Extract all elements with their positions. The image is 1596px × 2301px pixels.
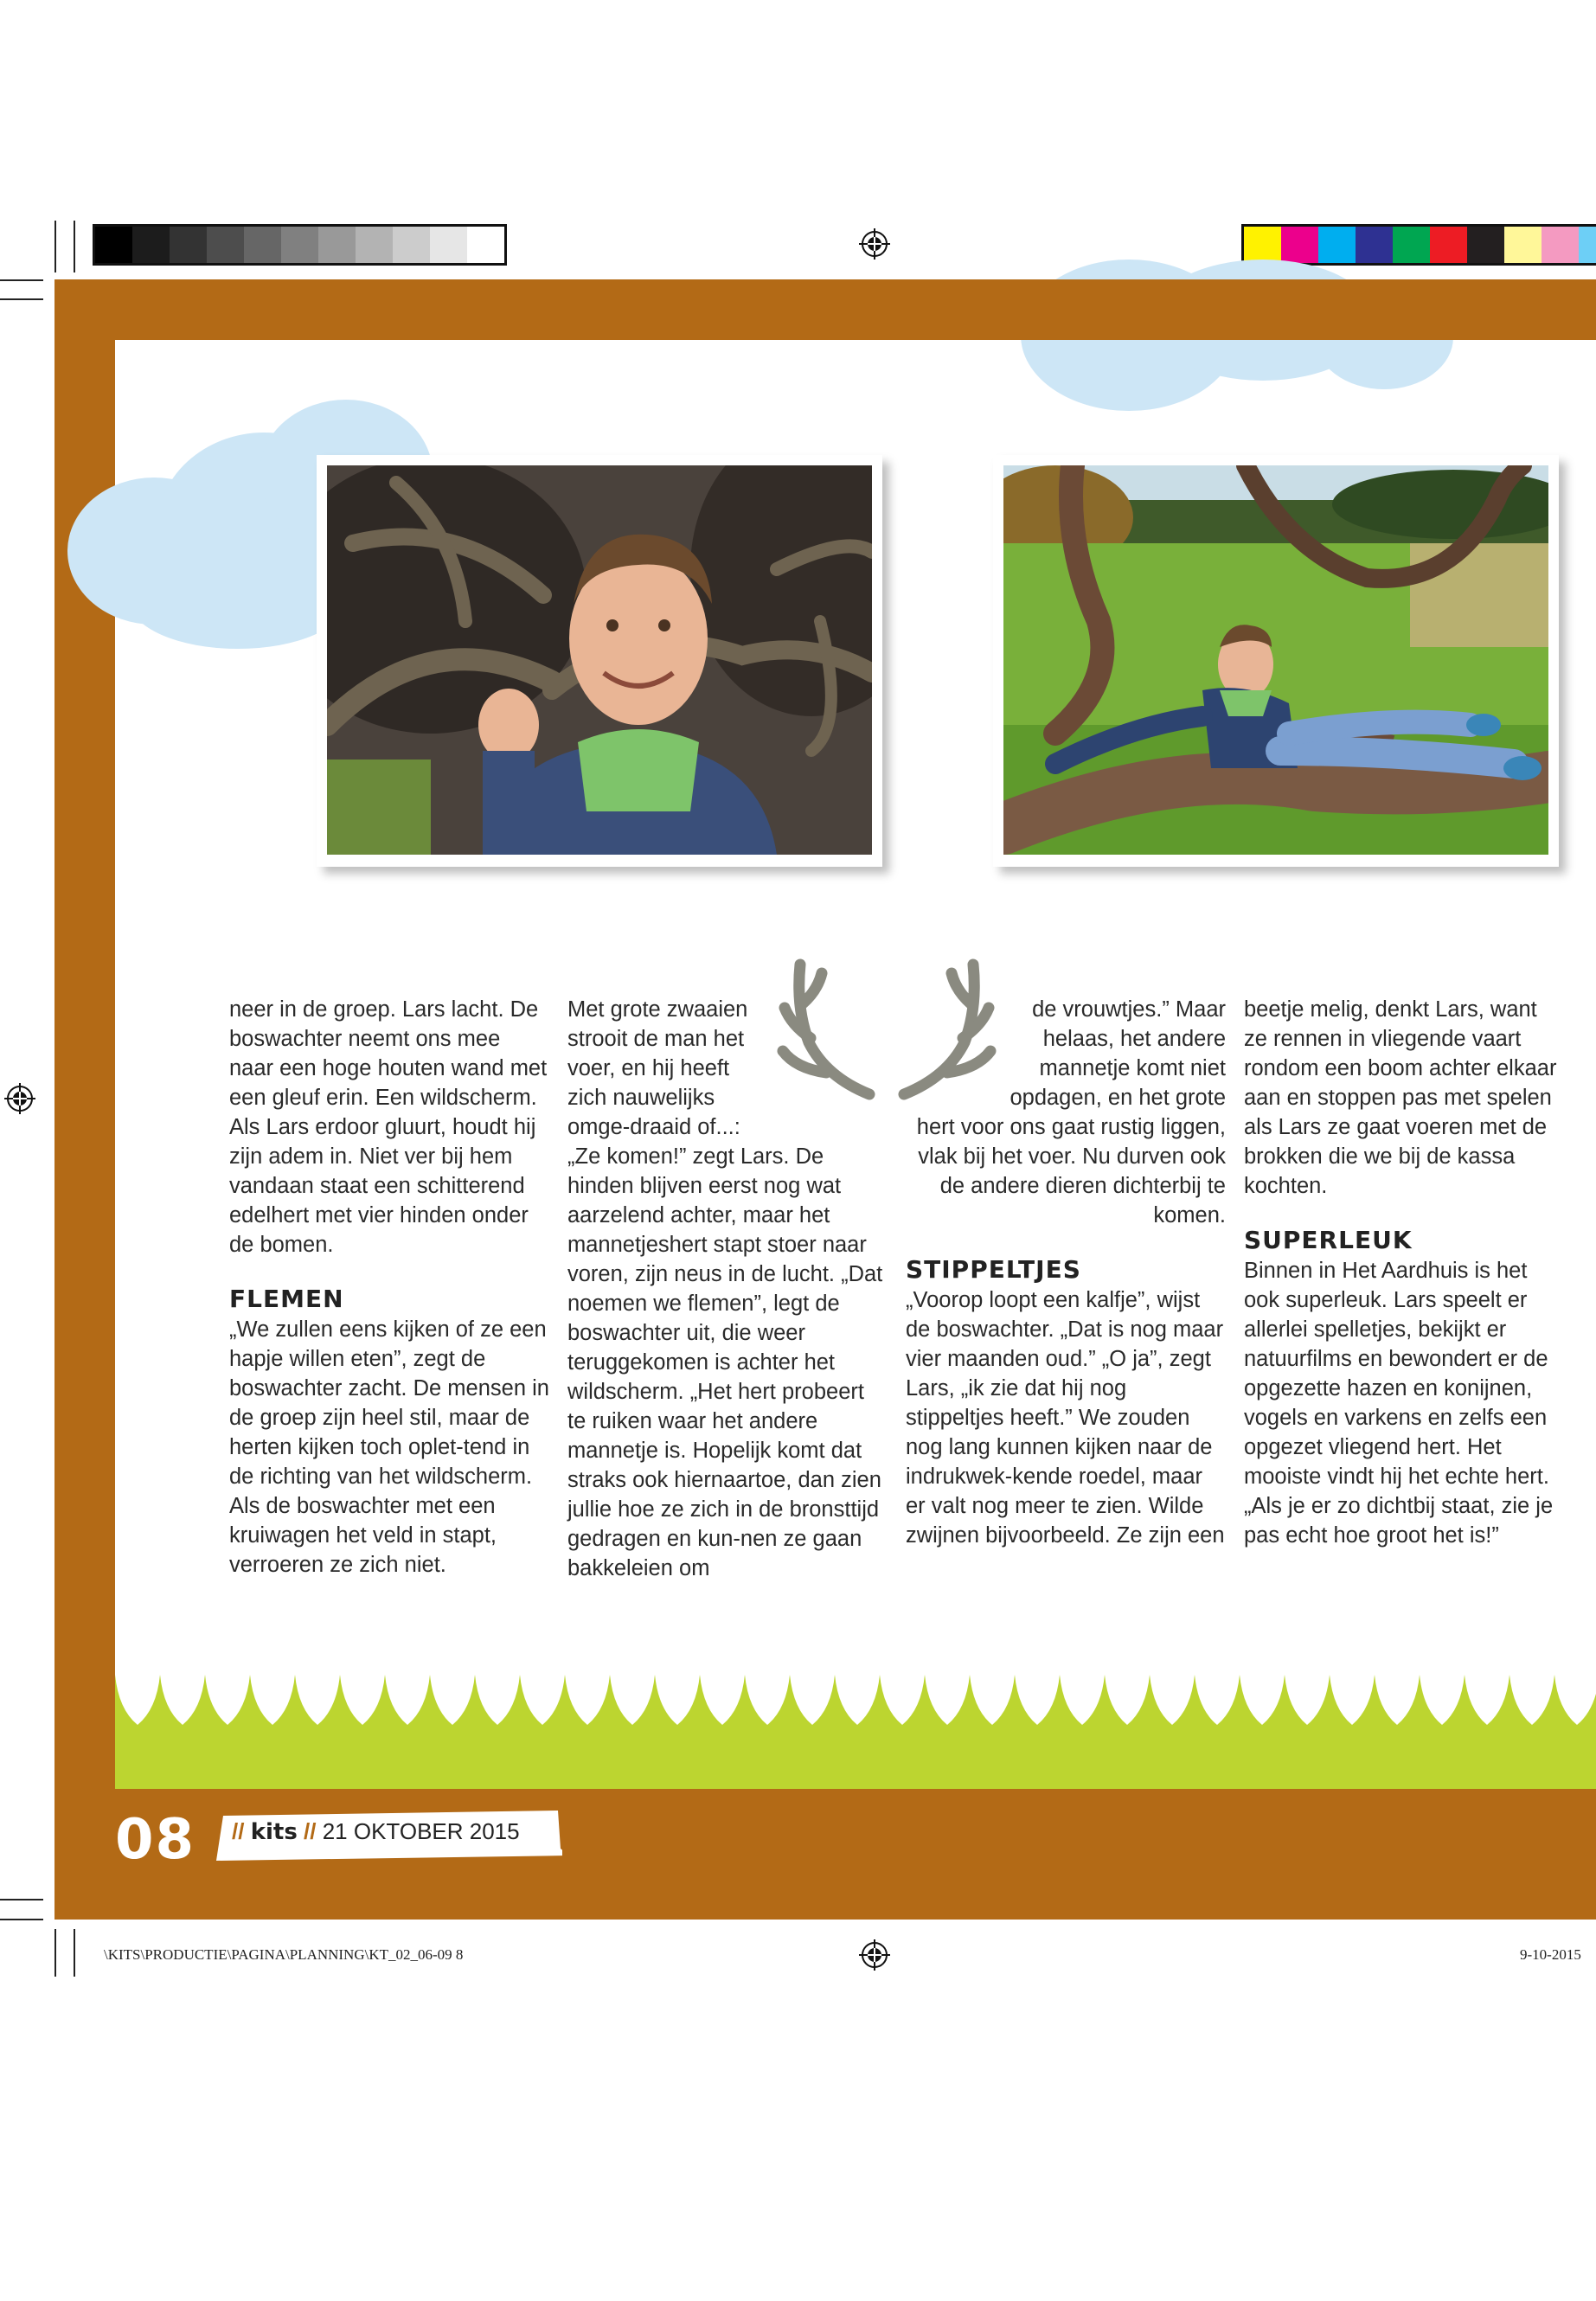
crop-mark bbox=[0, 1899, 43, 1900]
column-3-intro: de vrouwtjes.” Maar helaas, het andere mannetje komt niet opdagen, en het grote hert voor ons gaat rustig liggen, vlak bij het voer. Nu durven ook de andere dieren dichterbij te komen. bbox=[916, 997, 1226, 1227]
scallop bbox=[1509, 1670, 1554, 1725]
column-4-body: Binnen in Het Aardhuis is het ook superleuk. Lars speelt er allerlei spelletjes, bekijkt er natuurfilms en bewondert er de opgezette hazen en konijnen, vogels en varkens en zelfs een opgezet vliegend hert. Het mooiste vindt hij het echte hert. „Als je er zo dichtbij staat, zie je pas echt hoe groot het is!” bbox=[1244, 1259, 1554, 1548]
crop-mark bbox=[54, 1929, 56, 1977]
footer-banner-text bbox=[232, 1818, 520, 1845]
scallop bbox=[700, 1670, 745, 1725]
scallop bbox=[970, 1670, 1015, 1725]
color-swatch bbox=[1244, 227, 1281, 263]
color-swatch bbox=[1393, 227, 1430, 263]
crop-mark bbox=[54, 221, 56, 272]
boy-on-tree-branch-photo bbox=[1003, 465, 1548, 855]
article-column-4 bbox=[1244, 995, 1564, 1550]
scallop bbox=[1375, 1670, 1420, 1725]
scallop bbox=[1060, 1670, 1105, 1725]
color-swatch bbox=[356, 227, 393, 263]
crop-mark bbox=[0, 298, 43, 300]
color-swatch bbox=[430, 227, 467, 263]
grass-scallop-edge bbox=[115, 1670, 1596, 1730]
scallop bbox=[835, 1670, 880, 1725]
registration-mark-icon bbox=[859, 228, 890, 260]
color-swatch bbox=[318, 227, 356, 263]
heading-flemen: FLEMEN bbox=[229, 1285, 344, 1313]
color-swatch bbox=[467, 227, 504, 263]
scallop bbox=[790, 1670, 835, 1725]
column-4-intro: beetje melig, denkt Lars, want ze rennen in vliegende vaart rondom een boom achter elkaar aan en stoppen pas met spelen als Lars ze gaat voeren met de brokken die we bij de kassa kochten. bbox=[1244, 997, 1557, 1198]
crop-mark bbox=[74, 1929, 75, 1977]
page-number: 08 bbox=[115, 1808, 196, 1872]
heading-superleuk: SUPERLEUK bbox=[1244, 1226, 1413, 1254]
color-swatch bbox=[1542, 227, 1579, 263]
scallop bbox=[250, 1670, 295, 1725]
scallop bbox=[430, 1670, 475, 1725]
registration-mark-icon bbox=[4, 1083, 35, 1114]
article-column-3 bbox=[906, 995, 1226, 1550]
magazine-name: kits bbox=[250, 1819, 298, 1845]
scallop bbox=[1150, 1670, 1195, 1725]
color-swatch bbox=[1318, 227, 1356, 263]
footer-slashes-2: // bbox=[304, 1818, 317, 1844]
issue-date: 21 OKTOBER 2015 bbox=[322, 1818, 520, 1844]
scallop bbox=[340, 1670, 385, 1725]
color-swatch bbox=[1579, 227, 1596, 263]
scallop bbox=[925, 1670, 970, 1725]
registration-mark-icon bbox=[859, 1939, 890, 1971]
scallop bbox=[1554, 1670, 1596, 1725]
color-swatch bbox=[95, 227, 132, 263]
scallop bbox=[205, 1670, 250, 1725]
slug-date: 9-10-2015 bbox=[1520, 1946, 1581, 1963]
scallop bbox=[745, 1670, 790, 1725]
column-2-body: Met grote zwaaien strooit de man het voer, en hij heeft zich nauwelijks omge-draaid of...: „Ze komen!” zegt Lars. De hinden blijven eerst nog wat aarzelend achter, maar het mannetjeshert stapt stoer naar voren, zijn neus in de lucht. „Dat noemen we flemen”, legt de boswachter uit, die weer teruggekomen is achter het wildscherm. „Het hert probeert te ruiken waar het andere mannetje is. Hopelijk komt dat straks ook hiernaartoe, dan zien jullie hoe ze zich in de bronsttijd gedragen en kun-nen ze gaan bakkeleien om bbox=[567, 997, 883, 1580]
scallop bbox=[1420, 1670, 1465, 1725]
article-column-1 bbox=[229, 995, 549, 1580]
color-swatch bbox=[281, 227, 318, 263]
scallop bbox=[115, 1670, 160, 1725]
gray-color-bar bbox=[93, 224, 507, 266]
scallop bbox=[295, 1670, 340, 1725]
color-swatch bbox=[393, 227, 430, 263]
scallop bbox=[1195, 1670, 1240, 1725]
scallop bbox=[520, 1670, 565, 1725]
scallop bbox=[1330, 1670, 1375, 1725]
color-swatch bbox=[1467, 227, 1504, 263]
scallop bbox=[880, 1670, 925, 1725]
footer-slashes-1: // bbox=[232, 1818, 245, 1844]
color-swatch bbox=[132, 227, 170, 263]
slug-path: \KITS\PRODUCTIE\PAGINA\PLANNING\KT_02_06-09 8 bbox=[104, 1946, 464, 1963]
column-3-body: „Voorop loopt een kalfje”, wijst de boswachter. „Dat is nog maar vier maanden oud.” „O ja”, zegt Lars, „ik zie dat hij nog stippeltjes heeft.” We zouden nog lang kunnen kijken naar de indrukwek-kende roedel, maar er valt nog meer te zien. Wilde zwijnen bijvoorbeeld. Ze zijn een bbox=[906, 1288, 1225, 1548]
heading-stippeltjes: STIPPELTJES bbox=[906, 1255, 1081, 1284]
scallop bbox=[1285, 1670, 1330, 1725]
crop-mark bbox=[74, 221, 75, 272]
color-swatch bbox=[1281, 227, 1318, 263]
scallop bbox=[565, 1670, 610, 1725]
color-swatch bbox=[1430, 227, 1467, 263]
crop-mark bbox=[0, 279, 43, 281]
scallop bbox=[1465, 1670, 1509, 1725]
photo-boy-with-antlers bbox=[317, 455, 882, 867]
scallop bbox=[1015, 1670, 1060, 1725]
color-swatch bbox=[170, 227, 207, 263]
scallop bbox=[610, 1670, 655, 1725]
article-column-2 bbox=[567, 995, 888, 1583]
crop-mark bbox=[0, 1919, 43, 1920]
scallop bbox=[475, 1670, 520, 1725]
color-swatch bbox=[1504, 227, 1542, 263]
color-swatch bbox=[244, 227, 281, 263]
photo-boy-on-tree bbox=[993, 455, 1559, 867]
scallop bbox=[385, 1670, 430, 1725]
boy-with-antlers-photo bbox=[327, 465, 872, 855]
scallop bbox=[1240, 1670, 1285, 1725]
color-swatch bbox=[207, 227, 244, 263]
scallop bbox=[655, 1670, 700, 1725]
column-1-body: „We zullen eens kijken of ze een hapje willen eten”, zegt de boswachter zacht. De mensen in de groep zijn heel stil, maar de herten kijken toch oplet-tend in de richting van het wildscherm. Als de boswachter met een kruiwagen het veld in stapt, verroeren ze zich niet. bbox=[229, 1317, 549, 1577]
color-swatch bbox=[1356, 227, 1393, 263]
scallop bbox=[160, 1670, 205, 1725]
scallop bbox=[1105, 1670, 1150, 1725]
column-1-intro: neer in de groep. Lars lacht. De boswachter neemt ons mee naar een hoge houten wand met een gleuf erin. Een wildscherm. Als Lars erdoor gluurt, houdt hij zijn adem in. Niet ver bij hem vandaan staat een schitterend edelhert met vier hinden onder de bomen. bbox=[229, 997, 548, 1257]
process-color-bar bbox=[1241, 224, 1596, 266]
